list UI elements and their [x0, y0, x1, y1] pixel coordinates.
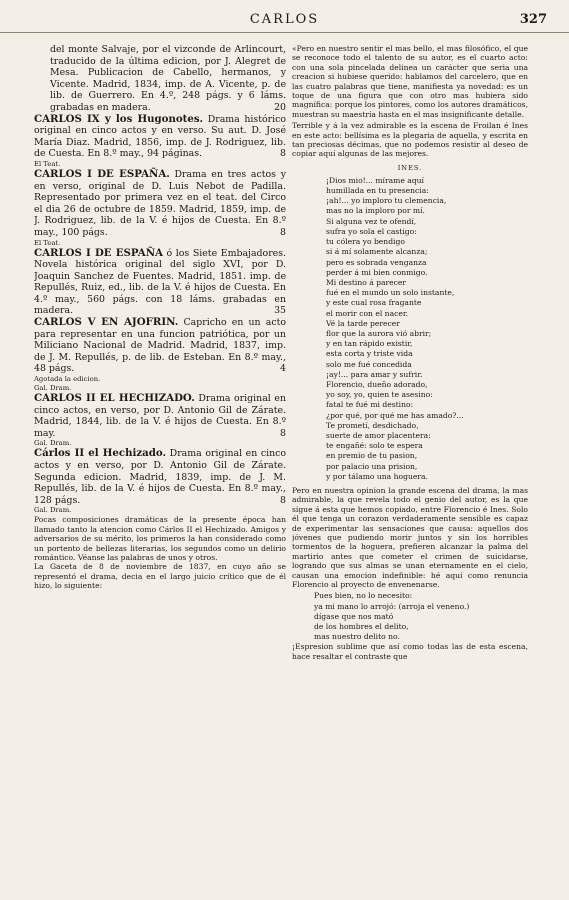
entry-title: CARLOS I DE ESPAÑA — [34, 246, 163, 259]
catalog-entry: CARLOS I DE ESPAÑA. Drama en tres actos y en verso, original de D. Luis Nebot de Padilla. Representado por primera vez en el teat. del Circo el dia 26 de octubre de 1859. Madrid, 1859, imp. de J. Rodriguez, lib. de la V. é hijos de Cuesta. En 8.º may., 100 págs. 8 — [34, 167, 286, 238]
verse-line: ¡ah!... yo imploro tu clemencia, — [326, 196, 447, 206]
verse-line: yo soy, yo, quien te asesino: — [326, 390, 433, 400]
verse-line: flor que la aurora vió abrir; — [326, 328, 432, 338]
verse-block — [292, 591, 528, 642]
verse-line: solo me fué concedida — [326, 359, 412, 369]
verse-line: ya mi mano lo arrojó: (arroja el veneno.) — [314, 601, 470, 611]
verse-line: tu cólera yo bendigo — [326, 237, 405, 247]
right-column — [292, 44, 528, 890]
verse-line: pero es sobrada venganza — [326, 257, 427, 267]
entry-source: Gal. Dram. — [34, 439, 72, 448]
verse-line: humillada en tu presencia: — [326, 186, 429, 196]
verse-line: dígase que nos mató — [314, 611, 394, 621]
page-header — [0, 6, 569, 33]
critical-note: Pocas composiciones dramáticas de la presente época han llamado tanto la atencion como Cárlos II el Hechizado. Amigos y adversarios de su mérito, los primeros la han considerado como un portento de bellezas literarias, los segundos como un delirio romántico. Véanse las palabras de unos y otros. — [34, 515, 286, 562]
verse-line: ¡ay!... para amar y sufrir. — [326, 369, 423, 379]
verse-line: si á mí solamente alcanza; — [326, 247, 428, 257]
entry-source: El Teat. — [34, 159, 61, 168]
quoted-paragraph: Pero en nuestra opinion la grande escena del drama, la mas admirable, la que revela todo el genio del autor, es la que sigue á esta que hemos copiado, entre Florencio é Ines. Solo él que tenga un corazon verdaderamente sensible es capaz de experimentar las sensaciones que causa: aquellos dos jóvenes que pudiendo morir juntos y sin los horribles tormentos de la hoguera, prefieren alcanzar la palma del martirio antes que cometer el crimen de suicidarse, logrando que sus almas se unan eternamente en el cielo, causan una emocion indefinible: hé aquí como renuncia Florencio al proyecto de envenenarse. — [292, 485, 528, 590]
critical-note: La Gaceta de 8 de noviembre de 1837, en cuyo año se representó el drama, decia en el largo juicio crítico que de él hizo, lo siguiente: — [34, 562, 286, 591]
verse-line: esta corta y triste vida — [326, 349, 413, 359]
verse-line: mas no la imploro por mí. — [326, 206, 425, 216]
entry-source: Gal. Dram. — [34, 506, 72, 515]
catalog-entry: CARLOS V EN AJOFRIN. Capricho en un acto para representar en una funcion patriótica, por un Miliciano Nacional de Madrid. Madrid, 1837, imp. de J. M. Repullés, p. de lib. de Esteban. En 8.º may., 48 págs. 4 — [34, 316, 286, 375]
catalog-entry: Cárlos II el Hechizado. Drama original en cinco actos y en verso, por D. Antonio Gil de Zárate. Segunda edicion. Madrid, 1839, imp. de J. M. Repullés, lib. de la V. é hijos de Cuesta. En 8.º may., 128 págs. 8 — [34, 447, 286, 506]
verse-line: perder á mi bien conmigo. — [326, 267, 428, 277]
catalog-entry: CARLOS II EL HECHIZADO. Drama original en cinco actos, en verso, por D. Antonio Gil de Zárate. Madrid, 1844, lib. de la V. é hijos de Cuesta. En 8.º may. 8 — [34, 392, 286, 439]
catalog-entry: CARLOS I DE ESPAÑA ó los Siete Embajadores. Novela histórica original del siglo XVI, por D. Joaquin Sanchez de Fuentes. Madrid, 1851. imp. de Repullés, Ruiz, ed., lib. de la V. é hijos de Cuesta. En 4.º may., 560 págs. con 18 láms. grabadas en madera. 35 — [34, 246, 286, 317]
quoted-paragraph: Terrible y á la vez admirable es la escena de Froilan é Ines en este acto: bellísima es la plegaria de aquella, y escrita en tan preciosas décimas, que no podemos resistir al deseo de copiar aquí algunas de las mejores. — [292, 121, 528, 159]
left-column — [34, 44, 286, 890]
verse-line: Florencio, dueño adorado, — [326, 379, 428, 389]
running-head: CARLOS — [249, 12, 320, 27]
entry-title: CARLOS IX y los Hugonotes. — [34, 112, 204, 125]
entry-continuation: del monte Salvaje, por el vizconde de Arlincourt, traducido de la última edicion, por J. Alegret de Mesa. Publicacion de Cabello, hermanos, y Vicente. Madrid, 1834, imp. de A. Vicente, p. de lib. de Guerrero. En 4.º, 248 págs. y 6 láms. grabadas en madera. 20 — [50, 44, 286, 113]
quoted-paragraph: «Pero en nuestro sentir el mas bello, el mas filosófico, el que se reconoce todo el talento de su autor, es el cuarto acto: con una sola pincelada delinea un carácter que seria una creacion si hubiese querido: hablamos del carcelero, que en las cuatro palabras que tiene, manifiesta ya novedad: es un toque de una figura que con otro mas hubiera sido magnífica: porque los pintores, como los autores dramáticos, muestran su maestría hasta en el mas insignificante detalle. — [292, 44, 528, 119]
quoted-paragraph: ¡Espresion sublime que así como todas las de esta escena, hace resaltar el contraste que — [292, 642, 528, 661]
verse-line: por palacio una prision, — [326, 461, 418, 471]
verse-line: Mi destino á parecer — [326, 277, 407, 287]
entry-source: Agotada la edicion. — [34, 375, 101, 384]
entry-title: Cárlos II el Hechizado. — [34, 447, 167, 460]
verse-line: sufra yo sola el castigo: — [326, 226, 417, 236]
entry-title: CARLOS V EN AJOFRIN. — [34, 316, 179, 329]
entry-title: CARLOS II EL HECHIZADO. — [34, 392, 195, 405]
verse-line: te engañé: solo te espera — [326, 441, 423, 451]
verse-line: Pues bien, no lo necesito: — [314, 591, 413, 601]
verse-line: en premio de tu pasion, — [326, 451, 418, 461]
verse-line: Si alguna vez te ofendí, — [326, 216, 417, 226]
entry-source: Gal. Dram. — [34, 384, 72, 393]
verse-line: Te prometí, desdichado, — [326, 420, 419, 430]
verse-line: de los hombres el delito, — [314, 622, 409, 632]
verse-line: ¡Dios mio!... mírame aquí — [326, 175, 424, 185]
verse-block — [292, 176, 528, 482]
verse-line: ¿por qué, por qué me has amado?... — [326, 410, 464, 420]
verse-line: mas nuestro delito no. — [314, 632, 400, 642]
verse-line: fué en el mundo un solo instante, — [326, 288, 455, 298]
verse-line: el morir con el nacer. — [326, 308, 409, 318]
verse-line: y en tan rápido existir, — [326, 339, 413, 349]
verse-line: y este cual rosa fragante — [326, 298, 422, 308]
verse-line: y por tálamo una hoguera. — [326, 471, 428, 481]
verse-line: Vé la tarde perecer — [326, 318, 400, 328]
verse-line: suerte de amor placentera: — [326, 430, 431, 440]
entry-title: CARLOS I DE ESPAÑA. — [34, 167, 170, 180]
page-number: 327 — [519, 12, 547, 27]
speaker-label: INES. — [397, 163, 423, 172]
entry-source: El Teat. — [34, 238, 61, 247]
catalog-entry: CARLOS IX y los Hugonotes. Drama histórico original en cinco actos y en verso. Su aut. D. José María Diaz. Madrid, 1856, imp. de J. Rodriguez, lib. de Cuesta. En 8.º may., 94 páginas. 8 — [34, 112, 286, 160]
verse-line: fatal te fué mi destino: — [326, 400, 414, 410]
